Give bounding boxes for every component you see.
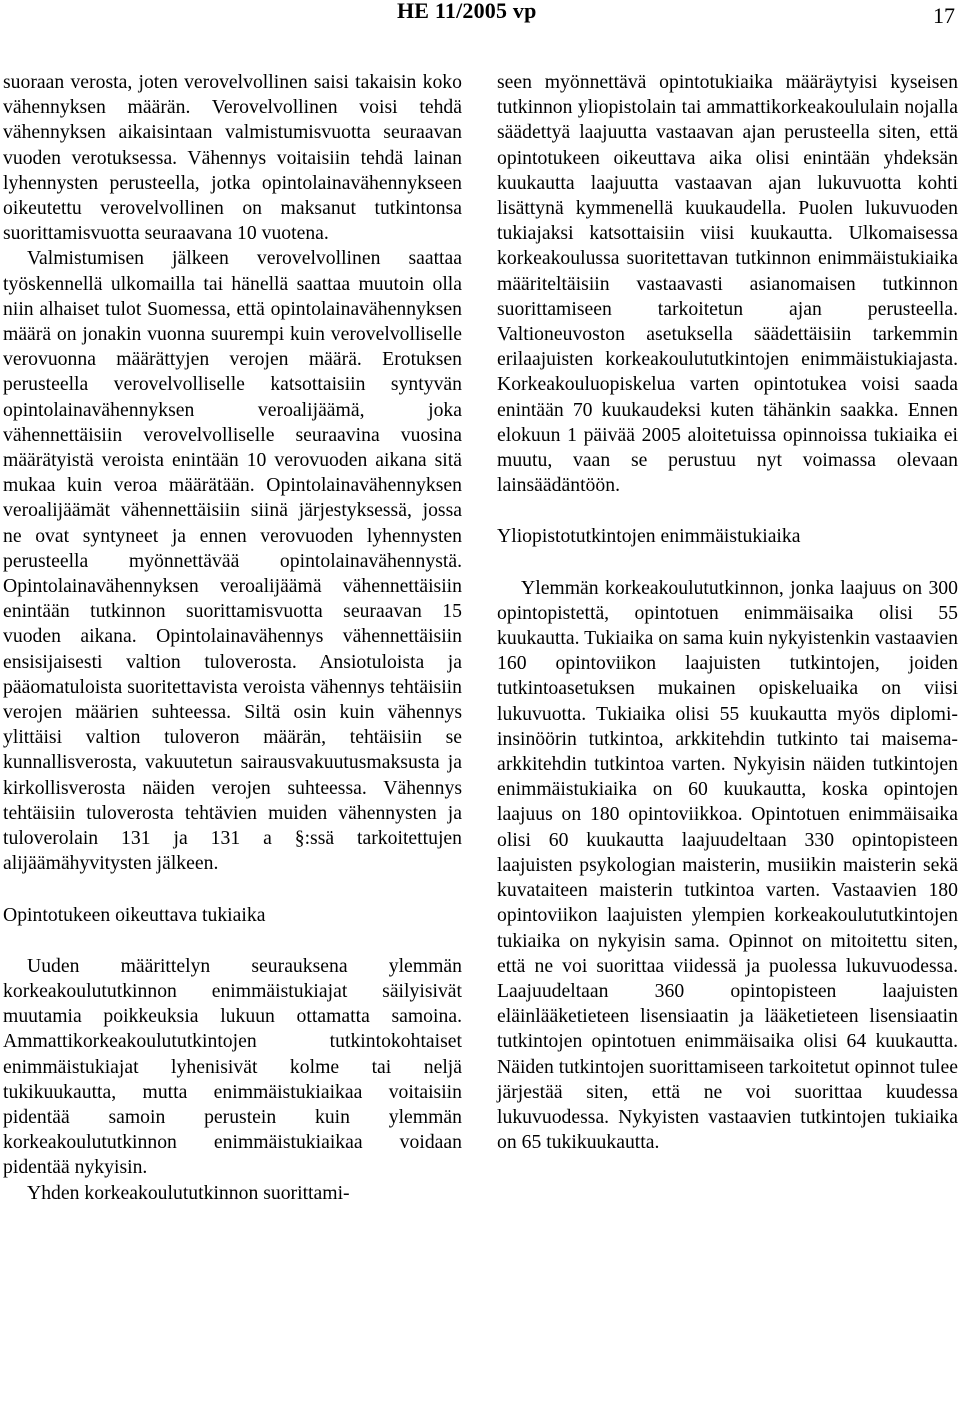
paragraph: Uuden määrittelyn seurauksena ylemmän korkeakoulututkinnon enimmäistukiajat säilyisivät muutamia poikkeuksia lukuun ottamatta samoina. Ammattikorkeakoulututkintojen tutkintokohtaiset enimmäistukiajat lyhenisivät kolme tai neljä tukikuukautta, mutta enimmäistukiaikaa voitaisiin pidentää samoin perustein kuin ylemmän korkeakoulututkinnon enimmäistukiaikaa voidaan pidentää nykyisin. xyxy=(3,954,462,1179)
right-column xyxy=(497,70,958,1155)
paragraph: seen myönnettävä opintotukiaika määräytyisi kyseisen tutkinnon yliopistolain tai ammattikorkeakoululain nojalla säädettyä laajuutta vastaavan ajan perusteella siten, että opintotukeen oikeuttava aika olisi enintään yhdeksän kuukautta laajuutta vastaavan ajan lukuvuotta kohti lisättynä kymmenellä kuukaudella. Puolen lukuvuoden tukiajaksi katsottaisiin viisi kuukautta. Ulkomaisessa korkeakoulussa suoritettavan tutkinnon enimmäistukiaika määriteltäisiin vastaavasti asianomaisen tutkinnon suorittamiseen tarkoitetun ajan perusteella. Valtioneuvoston asetuksella säädettäisiin tarkemmin erilaajuisten korkeakoulututkintojen enimmäistukiajasta. Korkeakouluopiskelua varten opintotukea voisi saada enintään 70 kuukaudeksi kuten tähänkin saakka. Ennen elokuun 1 päivää 2005 aloitetuissa opinnoissa tukiaika ei muutu, vaan se perustuu nyt voimassa olevaan lainsäädäntöön. xyxy=(497,71,958,497)
paragraph: Valmistumisen jälkeen verovelvollinen saattaa työskennellä ulkomailla tai hänellä saattaa muutoin olla niin alhaiset tulot Suomessa, että opintolainavähennyksen määrä on jonakin vuonna suurempi kuin verovelvolliselle verovuonna määrättyjen verojen määrä. Erotuksen perusteella verovelvolliselle katsottaisiin syntyvän opintolainavähennyksen veroalijäämä, joka vähennettäisiin verovelvolliselle seuraavina vuosina määrätyistä veroista enintään 10 verovuoden aikana sitä mukaa kuin veroa määrätään. Opintolainavähennyksen veroalijäämät vähennettäisiin siinä järjestyksessä, jossa ne ovat syntyneet ja ennen verovuoden lyhennysten perusteella myönnettävää opintolainavähennystä. Opintolainavähennyksen veroalijäämä vähennettäisiin enintään tutkinnon suorittamisvuotta seuraavan 15 vuoden aikana. Opintolainavähennys vähennettäisiin ensisijaisesti valtion tuloverosta. Ansiotuloista ja pääomatuloista suoritettavista veroista vähennys tehtäisiin verojen määrien suhteessa. Siltä osin kuin vähennys ylittäisi valtion tuloveron määrän, tehtäisiin se kunnallisverosta, vakuutetun sairausvakuutusmaksusta ja kirkollisverosta näiden verojen suhteessa. Vähennys tehtäisiin tuloverosta tehtävien muiden vähennysten ja tuloverolain 131 ja 131 a §:ssä tarkoitettujen alijäämähyvitysten jälkeen. xyxy=(3,247,462,875)
page-header xyxy=(0,0,960,40)
section-heading: Yliopistotutkintojen enimmäistukiaika xyxy=(497,525,801,548)
page-number: 17 xyxy=(933,3,955,28)
section-heading: Opintotukeen oikeuttava tukiaika xyxy=(3,903,266,926)
paragraph: suoraan verosta, joten verovelvollinen saisi takaisin koko vähennyksen määrän. Verovelvollinen voisi tehdä vähennyksen aikaisintaan valmistumisvuotta seuraavan vuoden verotuksessa. Vähennys voitaisiin tehdä lainan lyhennysten perusteella, jotka opintolainavähennykseen oikeutettu verovelvollinen on maksanut tutkintonsa suorittamisvuotta seuraavana 10 vuotena. xyxy=(3,71,462,245)
document-id: HE 11/2005 vp xyxy=(397,0,537,23)
paragraph: Ylemmän korkeakoulututkinnon, jonka laajuus on 300 opintopistettä, opintotuen enimmäisaika olisi 55 kuukautta. Tukiaika on sama kuin nykyistenkin vastaavien 160 opintoviikon laajuisten tutkintojen, joiden tutkintoasetuksen mukainen opiskeluaika on viisi lukuvuotta. Tukiaika olisi 55 kuukautta myös diplomi-insinöörin tutkintoa, arkkitehdin tutkinto tai maisema-arkkitehdin tutkintoa varten. Nykyisin näiden tutkintojen enimmäistukiaika on 60 kuukautta, koska opintojen laajuus on 180 opintoviikkoa. Opintotuen enimmäisaika olisi 60 kuukautta laajuudeltaan 330 opintopisteen laajuisten psykologian maisterin, musiikin maisterin sekä kuvataiteen maisterin tutkintoa varten. Vastaavien 180 opintoviikon laajuisten ylempien korkeakoulututkintojen tukiaika on nykyisin sama. Opinnot on mitoitettu siten, että ne voi suorittaa viidessä ja puolessa lukuvuodessa. Laajuudeltaan 360 opintopisteen laajuisten eläinlääketieteen lisensiaatin ja lääketieteen lisensiaatin tutkintojen opintotuen enimmäisaika olisi 64 kuukautta. Näiden tutkintojen suorittamiseen tarkoitetut opinnot tulee järjestää siten, että ne voi suorittaa kuudessa lukuvuodessa. Nykyisten vastaavien tutkintojen tukiaika on 65 tukikuukautta. xyxy=(497,576,958,1154)
paragraph: Yhden korkeakoulututkinnon suorittami- xyxy=(27,1181,350,1204)
left-column xyxy=(3,70,462,1206)
